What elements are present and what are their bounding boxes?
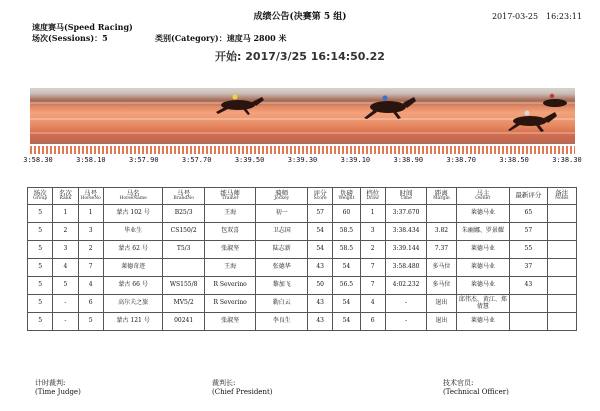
column-header-zh: 马主 [476, 188, 490, 197]
table-cell: 高尔夫之旅 [103, 295, 163, 313]
table-cell: 卫志国 [256, 223, 308, 241]
table-cell: 58.5 [333, 241, 360, 259]
table-cell [510, 295, 547, 313]
table-cell: 多马位 [427, 259, 456, 277]
table-cell [547, 259, 576, 277]
column-header-en: Group [33, 196, 48, 202]
column-header-en: Weight [338, 196, 355, 202]
chief-president-label-en: (Chief President) [212, 388, 273, 397]
table-cell: 莱德马业 [456, 277, 510, 295]
time-scale-label: 3:57.70 [181, 156, 212, 164]
table-cell: 莱德马业 [456, 313, 510, 331]
column-header-zh: 场次 [33, 188, 47, 197]
table-cell: 43 [510, 277, 547, 295]
table-cell: 37 [510, 259, 547, 277]
chief-president-signature [212, 379, 273, 398]
table-cell: 3:58.480 [385, 259, 426, 277]
column-header-en: BrandNo [173, 196, 194, 202]
time-scale-label: 3:38.90 [393, 156, 424, 164]
column-header [204, 188, 256, 205]
race-name: 速度赛马(Speed Racing) [32, 22, 133, 32]
column-header [427, 188, 456, 205]
table-cell: 2 [53, 223, 78, 241]
table-cell [547, 223, 576, 241]
table-row [28, 295, 577, 313]
table-cell: 58.5 [333, 223, 360, 241]
table-cell: 1 [78, 205, 103, 223]
table-cell: 56.5 [333, 277, 360, 295]
table-cell [547, 205, 576, 223]
table-cell: 2 [78, 241, 103, 259]
table-cell: - [385, 295, 426, 313]
table-cell: 1 [53, 205, 78, 223]
results-table [27, 187, 577, 331]
table-cell: 勒白云 [256, 295, 308, 313]
table-row [28, 241, 577, 259]
table-cell: 5 [28, 277, 53, 295]
time-scale-labels [23, 156, 582, 166]
document-title: 成绩公告(决赛第 5 组) [253, 12, 347, 22]
table-row [28, 259, 577, 277]
table-cell [547, 241, 576, 259]
table-cell: 43 [308, 259, 333, 277]
column-header [103, 188, 163, 205]
table-cell: 初一 [256, 205, 308, 223]
table-cell: 7 [78, 259, 103, 277]
table-cell: 蒙古 102 号 [103, 205, 163, 223]
table-cell: 54 [333, 313, 360, 331]
column-header-zh: 档位 [366, 188, 380, 197]
column-header [163, 188, 204, 205]
table-cell: R Severino [204, 277, 256, 295]
race-category: 类别(Category)：速度马 2800 米 [155, 33, 287, 43]
table-cell: 3:38.434 [385, 223, 426, 241]
table-cell: WS155/8 [163, 277, 204, 295]
column-header [510, 188, 547, 205]
table-cell: 60 [333, 205, 360, 223]
table-cell: 7 [360, 277, 385, 295]
column-header-zh: 骑师 [275, 188, 289, 197]
table-row [28, 313, 577, 331]
table-cell: 5 [28, 259, 53, 277]
time-scale-bar [30, 146, 575, 154]
table-cell: 5 [28, 241, 53, 259]
table-cell: 3:37.670 [385, 205, 426, 223]
column-header-en: Rank [59, 196, 72, 202]
session-number: 场次(Sessions)：5 [32, 33, 108, 43]
table-cell: 3 [53, 241, 78, 259]
table-cell: 3.82 [427, 223, 456, 241]
table-cell: MV5/2 [163, 295, 204, 313]
column-header [385, 188, 426, 205]
table-cell: 54 [333, 295, 360, 313]
table-cell: 张淑坚 [204, 313, 256, 331]
column-header [360, 188, 385, 205]
column-header-en: Draw [366, 196, 379, 202]
column-header-zh: 时间 [399, 188, 413, 197]
column-header-en: HorseName [119, 196, 147, 202]
table-cell: - [385, 313, 426, 331]
table-cell [547, 313, 576, 331]
column-header-en: Trainer [221, 196, 239, 202]
column-header-zh: 练马师 [220, 188, 240, 197]
time-scale-label: 3:57.90 [129, 156, 159, 164]
column-header [547, 188, 576, 205]
table-cell [163, 259, 204, 277]
table-row [28, 205, 577, 223]
column-header-zh: 负磅 [339, 188, 353, 197]
table-cell: 6 [78, 295, 103, 313]
table-cell: 3:39.144 [385, 241, 426, 259]
column-header [28, 188, 53, 205]
photo-finish-image [30, 88, 575, 144]
print-datetime: 2017-03-25 16:23:11 [491, 12, 582, 21]
table-cell: 李良生 [256, 313, 308, 331]
table-cell: 2 [360, 241, 385, 259]
table-cell: 57 [510, 223, 547, 241]
time-judge-label-en: (Time Judge) [35, 388, 81, 397]
table-cell: 王海 [204, 205, 256, 223]
time-scale-label: 3:39.50 [234, 156, 265, 164]
time-scale-label: 3:38.50 [499, 156, 529, 164]
table-cell: 50 [308, 277, 333, 295]
table-cell: 黎加飞 [256, 277, 308, 295]
column-header-en: Margin [433, 196, 450, 202]
table-cell: 莱德奇迹 [103, 259, 163, 277]
technical-officer-label: 技术官员: [443, 379, 474, 387]
table-cell: 王海 [204, 259, 256, 277]
table-cell: 5 [28, 295, 53, 313]
column-header [256, 188, 308, 205]
column-header [53, 188, 78, 205]
table-cell: 5 [53, 277, 78, 295]
table-row [28, 223, 577, 241]
time-scale-label: 3:58.30 [23, 156, 53, 164]
table-cell: 7 [360, 259, 385, 277]
table-cell: 7.37 [427, 241, 456, 259]
table-cell [547, 277, 576, 295]
table-cell: 3 [78, 223, 103, 241]
table-cell: 65 [510, 205, 547, 223]
table-cell: 3 [360, 223, 385, 241]
column-header [308, 188, 333, 205]
column-header-zh: 评分 [313, 188, 327, 197]
table-cell: 4 [53, 259, 78, 277]
table-cell: 4:02.232 [385, 277, 426, 295]
time-scale-label: 3:58.10 [76, 156, 106, 164]
column-header-zh: 备注 [555, 188, 569, 197]
table-cell: - [53, 313, 78, 331]
table-cell: 4 [360, 295, 385, 313]
table-cell: 43 [308, 313, 333, 331]
table-cell: 张德华 [256, 259, 308, 277]
table-cell: 莱德马业 [456, 205, 510, 223]
column-header-en: Time [400, 196, 412, 202]
column-header-zh: 马名 [126, 188, 140, 197]
column-header-en: Score [313, 196, 327, 202]
table-cell [510, 313, 547, 331]
time-scale-label: 3:39.10 [340, 156, 371, 164]
table-cell: 莱德马业 [456, 241, 510, 259]
column-header-en: Notes [555, 196, 569, 202]
table-cell: 4 [78, 277, 103, 295]
table-cell: 蒙古 62 号 [103, 241, 163, 259]
column-header [78, 188, 103, 205]
column-header-zh: 距离 [434, 188, 448, 197]
table-cell: 毕业生 [103, 223, 163, 241]
column-header-en: HorseNo [80, 196, 101, 202]
technical-officer-signature [443, 379, 509, 398]
start-time: 开始: 2017/3/25 16:14:50.22 [215, 50, 385, 63]
table-cell: 1 [360, 205, 385, 223]
time-judge-signature [35, 379, 81, 398]
column-header-en: Owner [475, 196, 491, 202]
table-row [28, 277, 577, 295]
table-cell: 00241 [163, 313, 204, 331]
table-cell: 6 [360, 313, 385, 331]
table-cell: 退出 [427, 313, 456, 331]
table-cell: CS150/2 [163, 223, 204, 241]
table-cell: 5 [28, 205, 53, 223]
table-cell [547, 295, 576, 313]
table-cell: R Severino [204, 295, 256, 313]
table-cell: 5 [28, 223, 53, 241]
column-header-zh: 马号 [84, 188, 98, 197]
table-cell: 54 [333, 259, 360, 277]
table-cell: 57 [308, 205, 333, 223]
table-cell: 54 [308, 223, 333, 241]
table-cell: 55 [510, 241, 547, 259]
chief-president-label: 裁判长: [212, 379, 236, 387]
time-scale-label: 3:38.30 [552, 156, 582, 164]
table-cell: 退出 [427, 295, 456, 313]
table-cell [427, 205, 456, 223]
table-cell: 蒙古 121 号 [103, 313, 163, 331]
table-header-row [28, 188, 577, 205]
column-header-en: Jockey [274, 196, 290, 202]
table-cell: B25/3 [163, 205, 204, 223]
table-cell: 张淑坚 [204, 241, 256, 259]
column-header-zh: 名次 [58, 188, 72, 197]
table-cell: 多马位 [427, 277, 456, 295]
column-header [333, 188, 360, 205]
technical-officer-label-en: (Technical Officer) [443, 388, 509, 397]
table-cell: 5 [28, 313, 53, 331]
column-header [456, 188, 510, 205]
time-judge-label: 计时裁判: [35, 379, 66, 387]
table-cell: 54 [308, 241, 333, 259]
table-cell: 5 [78, 313, 103, 331]
table-cell: T5/3 [163, 241, 204, 259]
column-header-zh: 马号 [177, 188, 191, 197]
table-cell: 陆志新 [256, 241, 308, 259]
table-cell: 莱德马业 [456, 259, 510, 277]
table-cell: 邱伟杰、黄江、郑倩慧 [456, 295, 510, 313]
table-cell: 43 [308, 295, 333, 313]
table-cell: 包双喜 [204, 223, 256, 241]
time-scale-label: 3:38.70 [446, 156, 476, 164]
table-cell: 朱幽娜、罗景耀 [456, 223, 510, 241]
table-cell: - [53, 295, 78, 313]
table-cell: 蒙古 66 号 [103, 277, 163, 295]
column-header-zh: 最新评分 [515, 191, 542, 200]
time-scale-label: 3:39.30 [287, 156, 318, 164]
racing-horses-illustration [30, 88, 575, 144]
